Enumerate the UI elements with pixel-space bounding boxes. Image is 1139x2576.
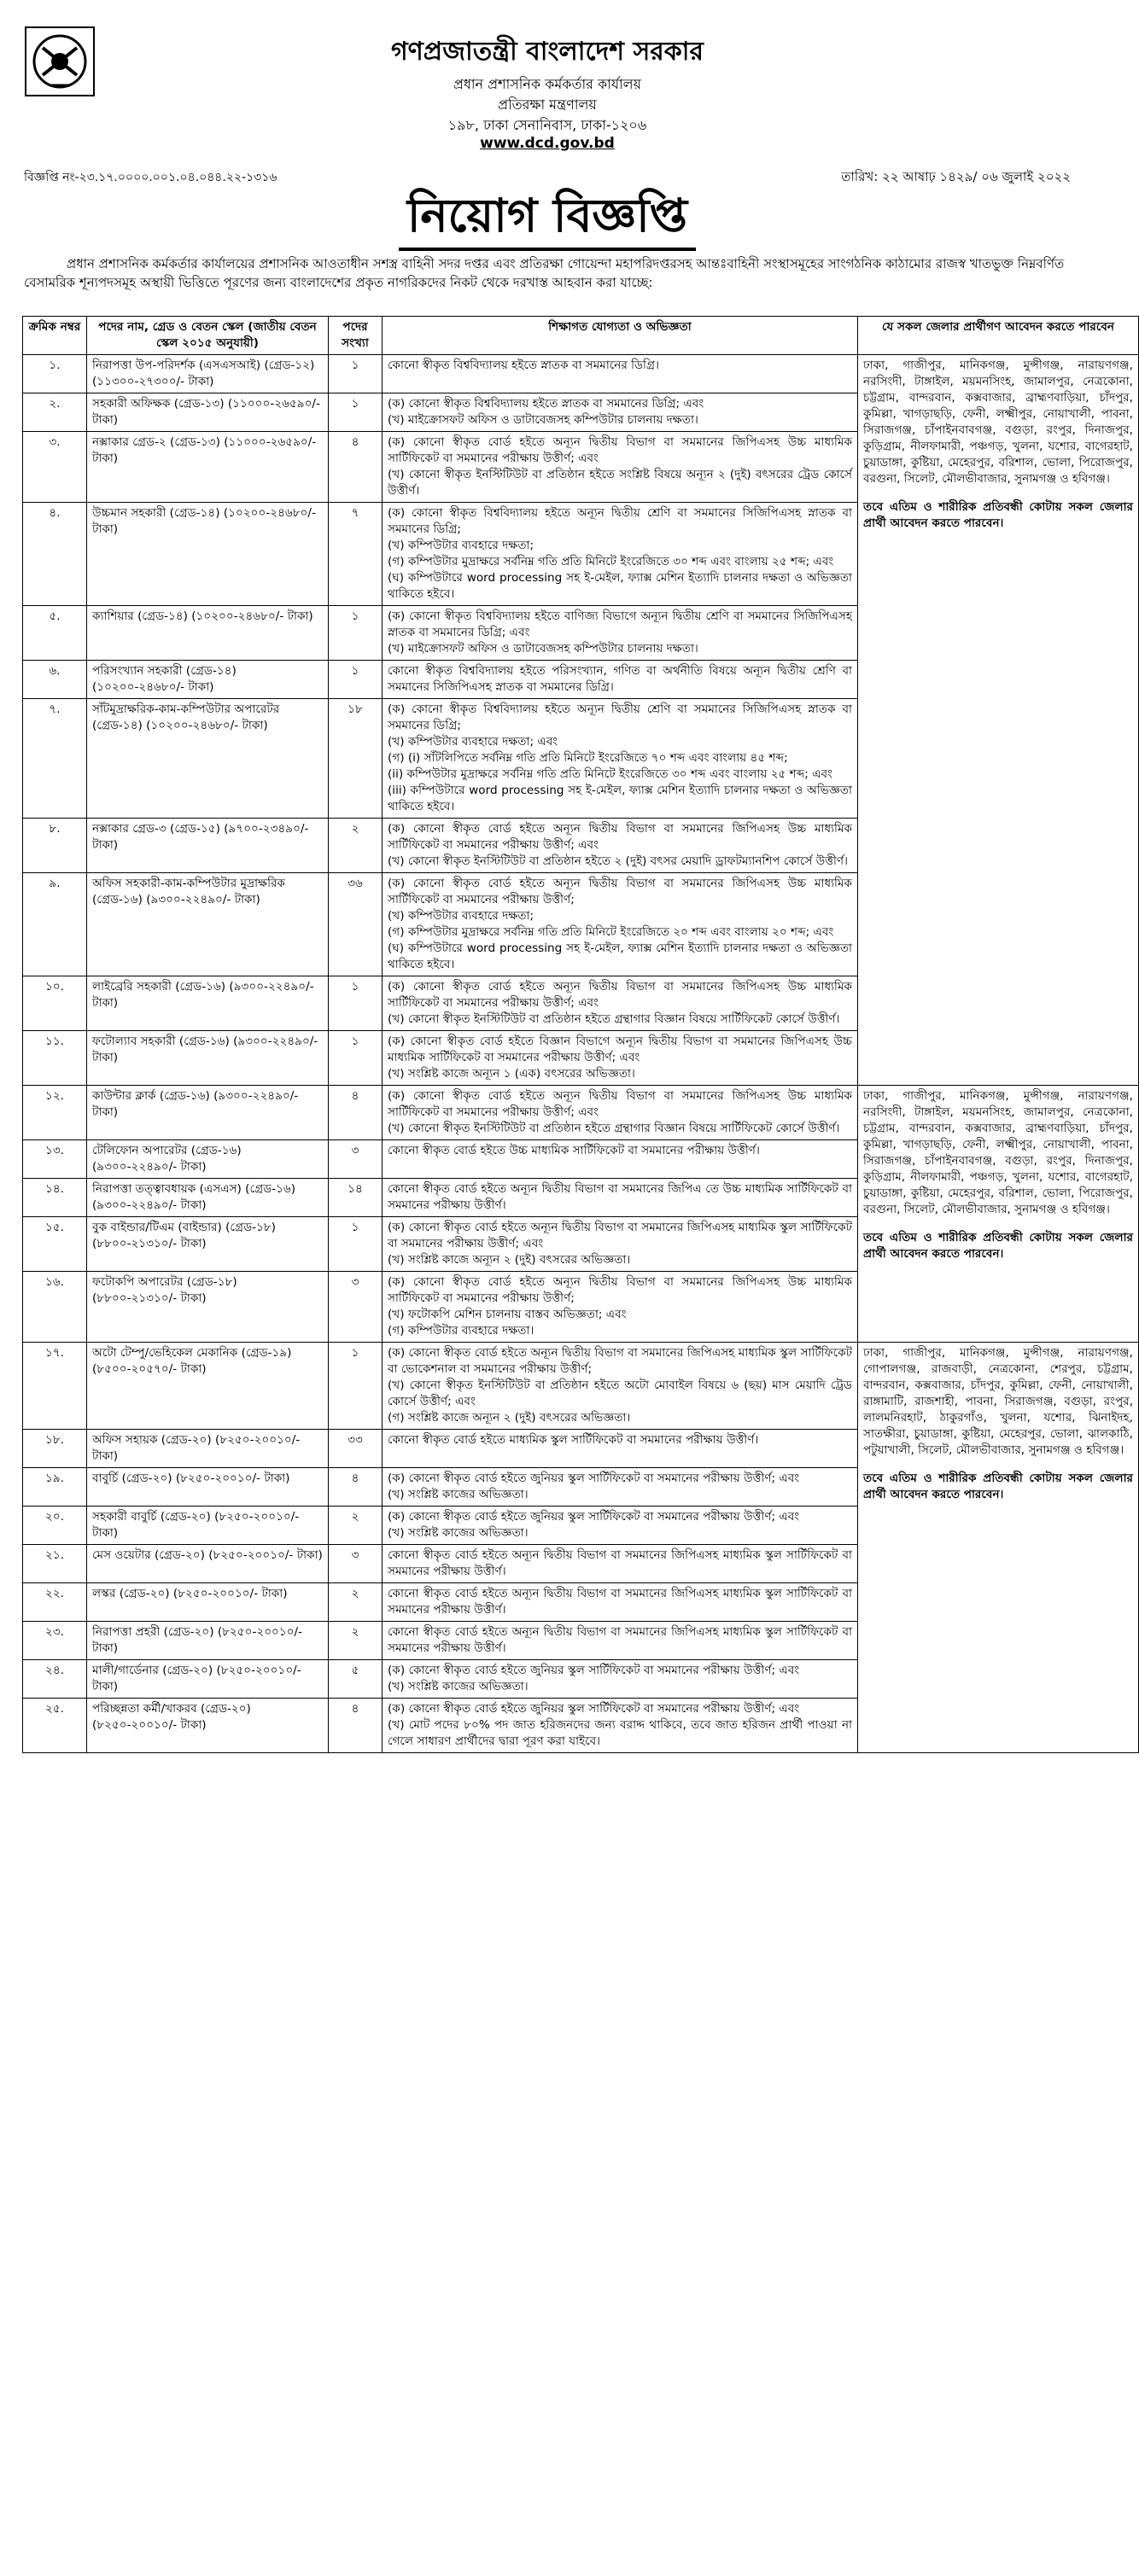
serial-cell: ১. bbox=[23, 355, 87, 393]
post-cell: ক্যাশিয়ার (গ্রেড-১৪) (১০২০০-২৪৬৮০/- টাকা) bbox=[87, 606, 329, 661]
header-districts: যে সকল জেলার প্রার্থীগণ আবেদন করতে পারবেন bbox=[858, 317, 1139, 355]
qualification-item: (ক) কোনো স্বীকৃত বোর্ড হইতে জুনিয়র স্কুল সার্টিফিকেট বা সমমানের পরীক্ষায় উত্তীর্ণ; এবং bbox=[388, 1702, 800, 1716]
qualification-item: (খ) সংশ্লিষ্ট কাজে অন্যূন ১ (এক) বৎসরের অভিজ্ঞতা। bbox=[388, 1067, 635, 1081]
post-count-cell: ৩ bbox=[329, 1272, 383, 1343]
qualification-cell bbox=[383, 1430, 858, 1468]
serial-cell: ২১. bbox=[23, 1545, 87, 1583]
qualification-item: কোনো স্বীকৃত বোর্ড হইতে অন্যূন দ্বিতীয় বিভাগ বা সমমানের জিপিএসহ মাধ্যমিক স্কুল সার্টিফিকেট বা সমমানের পরীক্ষায় উত্তীর্ণ। bbox=[388, 1625, 852, 1655]
qualification-item: (খ) কম্পিউটার ব্যবহারে দক্ষতা; এবং bbox=[388, 735, 558, 749]
qualification-item: (ক) কোনো স্বীকৃত বোর্ড হইতে অন্যূন দ্বিতীয় বিভাগ বা সমমানের জিপিএসহ উচ্চ মাধ্যমিক সার্টিফিকেট বা সমমানের পরীক্ষায় উত্তীর্ণ; এবং bbox=[388, 1089, 852, 1119]
notice-header bbox=[0, 0, 1095, 213]
serial-cell: ২৪. bbox=[23, 1660, 87, 1699]
post-count-cell: ১৮ bbox=[329, 699, 383, 819]
serial-cell: ৬. bbox=[23, 661, 87, 699]
qualification-item: (ক) কোনো স্বীকৃত বিশ্ববিদ্যালয় হইতে অন্যূন দ্বিতীয় শ্রেণি বা সমমানের সিজিপিএসহ স্নাতক বা সমমানের ডিগ্রি; bbox=[388, 506, 852, 536]
table-row bbox=[23, 1086, 1139, 1140]
qualification-item: কোনো স্বীকৃত বোর্ড হইতে অন্যূন দ্বিতীয় বিভাগ বা সমমানের জিপিএসহ মাধ্যমিক স্কুল সার্টিফিকেট বা সমমানের পরীক্ষায় উত্তীর্ণ। bbox=[388, 1548, 852, 1578]
qualification-cell bbox=[383, 1468, 858, 1507]
qualification-cell bbox=[383, 819, 858, 873]
post-cell: কাউন্টার ক্লার্ক (গ্রেড-১৬) (৯৩০০-২২৪৯০/- টাকা) bbox=[87, 1086, 329, 1140]
vacancy-table-wrapper bbox=[22, 316, 1133, 2566]
post-count-cell: ২ bbox=[329, 1507, 383, 1545]
qualification-cell bbox=[383, 503, 858, 606]
post-count-cell: ২ bbox=[329, 1583, 383, 1622]
qualification-item: (গ) সংশ্লিষ্ট কাজে অন্যূন ২ (দুই) বৎসরের অভিজ্ঞতা। bbox=[388, 1411, 631, 1425]
serial-cell: ৫. bbox=[23, 606, 87, 661]
qualification-item: (গ) কম্পিউটার ব্যবহারে দক্ষতা। bbox=[388, 1324, 534, 1338]
qualification-cell bbox=[383, 661, 858, 699]
qualification-item: (খ) কম্পিউটার ব্যবহারে দক্ষতা; bbox=[388, 909, 534, 923]
post-cell: নক্সাকার গ্রেড-২ (গ্রেড-১৩) (১১০০০-২৬৫৯০/- টাকা) bbox=[87, 432, 329, 503]
serial-cell: ২২. bbox=[23, 1583, 87, 1622]
qualification-item: কোনো স্বীকৃত বোর্ড হইতে উচ্চ মাধ্যমিক সার্টিফিকেট বা সমমানের পরীক্ষায় উত্তীর্ণ। bbox=[388, 1144, 760, 1157]
table-header-row bbox=[23, 317, 1139, 355]
header-serial: ক্রমিক নম্বর bbox=[23, 317, 87, 355]
qualification-item: (খ) সংশ্লিষ্ট কাজের অভিজ্ঞতা। bbox=[388, 1680, 529, 1693]
qualification-cell bbox=[383, 355, 858, 393]
qualification-item: (গ) কম্পিউটার মুদ্রাক্ষরে সর্বনিম্ন গতি প্রতি মিনিটে ইংরেজিতে ৩০ শব্দ এবং বাংলায় ২৫ শব্দ; এবং bbox=[388, 555, 834, 568]
post-cell: নিরাপত্তা তত্ত্বাবধায়ক (এসএস) (গ্রেড-১৬) (৯৩০০-২২৪৯০/- টাকা) bbox=[87, 1179, 329, 1217]
serial-cell: ১৬. bbox=[23, 1272, 87, 1343]
memo-number: বিজ্ঞপ্তি নং-২৩.১৭.০০০০.০০১.০৪.০৪৪.২২-১৩১৬ bbox=[24, 171, 277, 184]
qualification-item: (ক) কোনো স্বীকৃত বোর্ড হইতে জুনিয়র স্কুল সার্টিফিকেট বা সমমানের পরীক্ষায় উত্তীর্ণ; এবং bbox=[388, 1664, 800, 1677]
qualification-cell bbox=[383, 699, 858, 819]
qualification-item: (খ) কোনো স্বীকৃত ইনস্টিটিউট বা প্রতিষ্ঠান হইতে ২ (দুই) বৎসর মেয়াদি ড্রাফটম্যানশিপ কোর্সে উত্তীর্ণ। bbox=[388, 854, 848, 868]
quota-note: তবে এতিম ও শারীরিক প্রতিবন্ধী কোটায় সকল জেলার প্রার্থী আবেদন করতে পারবেন। bbox=[863, 500, 1133, 530]
qualification-item: (ক) কোনো স্বীকৃত বোর্ড হইতে অন্যূন দ্বিতীয় বিভাগ বা সমমানের জিপিএসহ উচ্চ মাধ্যমিক সার্টিফিকেট বা সমমানের পরীক্ষায় উত্তীর্ণ; bbox=[388, 877, 852, 906]
office-address: ১৯৮, ঢাকা সেনানিবাস, ঢাকা-১২০৬ bbox=[447, 117, 647, 133]
post-count-cell: ৭ bbox=[329, 503, 383, 606]
post-count-cell: ৪ bbox=[329, 1699, 383, 1753]
serial-cell: ১১. bbox=[23, 1031, 87, 1086]
serial-cell: ৪. bbox=[23, 503, 87, 606]
page-title bbox=[0, 183, 1095, 251]
qualification-item: কোনো স্বীকৃত বিশ্ববিদ্যালয় হইতে স্নাতক বা সমমানের ডিগ্রি। bbox=[388, 358, 659, 372]
post-count-cell: ৩৩ bbox=[329, 1430, 383, 1468]
table-body bbox=[23, 355, 1139, 1753]
serial-cell: ২৫. bbox=[23, 1699, 87, 1753]
post-cell: ফটোকপি অপারেটর (গ্রেড-১৮) (৮৮০০-২১৩১০/- টাকা) bbox=[87, 1272, 329, 1343]
qualification-item: (খ) সংশ্লিষ্ট কাজের অভিজ্ঞতা। bbox=[388, 1488, 529, 1501]
serial-cell: ২. bbox=[23, 393, 87, 432]
qualification-item: (খ) ফটোকপি মেশিন চালনায় বাস্তব অভিজ্ঞতা; এবং bbox=[388, 1308, 627, 1321]
post-cell: পরিচ্ছন্নতা কর্মী/খাকরব (গ্রেড-২০) (৮২৫০-২০০১০/- টাকা) bbox=[87, 1699, 329, 1753]
post-cell: নিরাপত্তা প্রহরী (গ্রেড-২০) (৮২৫০-২০০১০/- টাকা) bbox=[87, 1622, 329, 1660]
qualification-item: (ক) কোনো স্বীকৃত বোর্ড হইতে অন্যূন দ্বিতীয় বিভাগ বা সমমানের জিপিএসহ উচ্চ মাধ্যমিক সার্টিফিকেট বা সমমানের পরীক্ষায় উত্তীর্ণ; এবং bbox=[388, 822, 852, 852]
government-name: গণপ্রজাতন্ত্রী বাংলাদেশ সরকার bbox=[391, 37, 704, 67]
quota-note: তবে এতিম ও শারীরিক প্রতিবন্ধী কোটায় সকল জেলার প্রার্থী আবেদন করতে পারবেন। bbox=[863, 1231, 1133, 1261]
serial-cell: ১৪. bbox=[23, 1179, 87, 1217]
qualification-item: (খ) কম্পিউটার ব্যবহারে দক্ষতা; bbox=[388, 539, 534, 552]
post-cell: টেলিফোন অপারেটর (গ্রেড-১৬) (৯৩০০-২২৪৯০/- টাকা) bbox=[87, 1140, 329, 1179]
qualification-item: (ক) কোনো স্বীকৃত বোর্ড হইতে অন্যূন দ্বিতীয় বিভাগ বা সমমানের জিপিএসহ মাধ্যমিক স্কুল সার্টিফিকেট বা সমমানের পরীক্ষায় উত্তীর্ণ; এবং bbox=[388, 1221, 852, 1250]
qualification-cell bbox=[383, 1086, 858, 1140]
post-count-cell: ১ bbox=[329, 393, 383, 432]
quota-note: তবে এতিম ও শারীরিক প্রতিবন্ধী কোটায় সকল জেলার প্রার্থী আবেদন করতে পারবেন। bbox=[863, 1472, 1133, 1501]
post-count-cell: ১ bbox=[329, 355, 383, 393]
qualification-item: (ক) কোনো স্বীকৃত বিশ্ববিদ্যালয় হইতে বাণিজ্য বিভাগে অন্যূন দ্বিতীয় শ্রেণি বা সমমানের সিজিপিএসহ স্নাতক বা সমমানের ডিগ্রি; এবং bbox=[388, 609, 852, 639]
serial-cell: ১৫. bbox=[23, 1217, 87, 1272]
qualification-item: (খ) মাইক্রোসফট অফিস ও ডাটাবেজসহ কম্পিউটার চালনায় দক্ষতা। bbox=[388, 413, 698, 427]
qualification-item: (iii) কম্পিউটারে word processing সহ ই-মেইল, ফ্যাক্স মেশিন ইত্যাদি চালনার দক্ষতা ও অভিজ্ঞতা থাকিতে হইবে। bbox=[388, 784, 852, 813]
qualification-item: (ক) কোনো স্বীকৃত বিশ্ববিদ্যালয় হইতে অন্যূন দ্বিতীয় শ্রেণি বা সমমানের সিজিপিএসহ স্নাতক বা সমমানের ডিগ্রি; bbox=[388, 702, 852, 732]
qualification-item: (ক) কোনো স্বীকৃত বোর্ড হইতে জুনিয়র স্কুল সার্টিফিকেট বা সমমানের পরীক্ষায় উত্তীর্ণ; এবং bbox=[388, 1472, 800, 1485]
header-post: পদের নাম, গ্রেড ও বেতন স্কেল (জাতীয় বেতন স্কেল ২০১৫ অনুযায়ী) bbox=[87, 317, 329, 355]
qualification-item: (খ) কোনো স্বীকৃত ইনস্টিটিউট বা প্রতিষ্ঠান হইতে অটো মোবাইল বিষয়ে ৬ (ছয়) মাস মেয়াদি ট্রেড কোর্সে উত্তীর্ণ; এবং bbox=[388, 1378, 852, 1408]
post-count-cell: ৩৬ bbox=[329, 873, 383, 976]
website-link[interactable]: www.dcd.gov.bd bbox=[480, 135, 615, 152]
post-cell: নক্সাকার গ্রেড-৩ (গ্রেড-১৫) (৯৭০০-২৩৪৯০/- টাকা) bbox=[87, 819, 329, 873]
intro-paragraph: প্রধান প্রশাসনিক কর্মকর্তার কার্যালয়ের প্রশাসনিক আওতাধীন সশস্ত্র বাহিনী সদর দপ্তর এবং প্রতিরক্ষা গোয়েন্দা মহাপরিদপ্তরসহ আন্তঃবাহিনী সংস্থাসমূহের সাংগঠনিক কাঠামোর রাজস্ব খাতভুক্ত নিম্নবর্ণিত বেসামরিক শূন্যপদসমূহ অস্থায়ী ভিত্তিতে পূরণের জন্য বাংলাদেশের প্রকৃত নাগরিকদের নিকট থেকে দরখাস্ত আহবান করা যাচ্ছে: bbox=[24, 256, 1065, 290]
post-cell: সাঁটমুদ্রাক্ষরিক-কাম-কম্পিউটার অপারেটর (গ্রেড-১৪) (১০২০০-২৪৬৮০/- টাকা) bbox=[87, 699, 329, 819]
serial-cell: ২৩. bbox=[23, 1622, 87, 1660]
post-count-cell: ১ bbox=[329, 976, 383, 1031]
post-cell: বুক বাইন্ডার/টিএম (বাইন্ডার) (গ্রেড-১৮) (৮৮০০-২১৩১০/- টাকা) bbox=[87, 1217, 329, 1272]
qualification-item: (ঘ) কম্পিউটারে word processing সহ ই-মেইল, ফ্যাক্স মেশিন ইত্যাদি চালনার দক্ষতা ও অভিজ্ঞতা থাকিতে হইবে। bbox=[388, 571, 852, 601]
qualification-cell bbox=[383, 393, 858, 432]
qualification-cell bbox=[383, 873, 858, 976]
post-count-cell: ১ bbox=[329, 1217, 383, 1272]
post-count-cell: ১ bbox=[329, 661, 383, 699]
qualification-item: (গ) (i) সাঁটলিপিতে সর্বনিম্ন গতি প্রতি মিনিটে ইংরেজিতে ৭০ শব্দ এবং বাংলায় ৪৫ শব্দ; bbox=[388, 751, 788, 765]
qualification-item: (ঘ) কম্পিউটারে word processing সহ ই-মেইল, ফ্যাক্স মেশিন ইত্যাদি চালনার দক্ষতা ও অভিজ্ঞতা থাকিতে হইবে। bbox=[388, 941, 852, 971]
district-list: ঢাকা, গাজীপুর, মানিকগঞ্জ, মুন্সীগঞ্জ, নারায়ণগঞ্জ, গোপালগঞ্জ, রাজবাড়ী, নেত্রকোনা, শেরপুর, চট্টগ্রাম, বান্দরবান, কক্সবাজার, চাঁদপুর, কুমিল্লা, ফেনী, নোয়াখালী, রাঙ্গামাটি, রাজশাহী, পাবনা, সিরাজগঞ্জ, বগুড়া, রংপুর, লালমনিরহাট, ঠাকুরগাঁও, খুলনা, যশোর, ঝিনাইদহ, সাতক্ষীরা, চুয়াডাঙ্গা, কুষ্টিয়া, মেহেরপুর, ভোলা, ঝালকাঠি, পটুয়াখালী, সিলেট, মৌলভীবাজার, সুনামগঞ্জ ও হবিগঞ্জ। bbox=[863, 1346, 1133, 1457]
serial-cell: ৯. bbox=[23, 873, 87, 976]
qualification-item: (খ) কোনো স্বীকৃত ইনস্টিটিউট বা প্রতিষ্ঠান হইতে গ্রন্থাগার বিজ্ঞান বিষয়ে সার্টিফিকেট কোর্সে উত্তীর্ণ। bbox=[388, 1122, 840, 1135]
qualification-item: কোনো স্বীকৃত বোর্ড হইতে অন্যূন দ্বিতীয় বিভাগ বা সমমানের জিপিএ তে উচ্চ মাধ্যমিক সার্টিফিকেট বা সমমানের পরীক্ষায় উত্তীর্ণ। bbox=[388, 1182, 852, 1212]
post-count-cell: ৩ bbox=[329, 1545, 383, 1583]
district-list: ঢাকা, গাজীপুর, মানিকগঞ্জ, মুন্সীগঞ্জ, নারায়ণগঞ্জ, নরসিংদী, টাঙ্গাইল, ময়মনসিংহ, জামালপুর, নেত্রকোনা, চট্টগ্রাম, বান্দরবান, কক্সবাজার, ব্রাহ্মণবাড়িয়া, চাঁদপুর, কুমিল্লা, খাগড়াছড়ি, ফেনী, লক্ষ্মীপুর, নোয়াখালী, পাবনা, সিরাজগঞ্জ, চাঁপাইনবাবগঞ্জ, বগুড়া, রংপুর, দিনাজপুর, কুড়িগ্রাম, নীলফামারী, পঞ্চগড়, খুলনা, যশোর, বাগেরহাট, চুয়াডাঙ্গা, কুষ্টিয়া, মেহেরপুর, বরিশাল, ভোলা, পিরোজপুর, বরগুনা, সিলেট, মৌলভীবাজার, সুনামগঞ্জ ও হবিগঞ্জ। bbox=[863, 358, 1133, 486]
serial-cell: ১৩. bbox=[23, 1140, 87, 1179]
qualification-item: (খ) সংশ্লিষ্ট কাজে অন্যূন ২ (দুই) বৎসরের অভিজ্ঞতা। bbox=[388, 1253, 631, 1267]
qualification-item: (খ) সংশ্লিষ্ট কাজের অভিজ্ঞতা। bbox=[388, 1526, 529, 1540]
qualification-item: (ক) কোনো স্বীকৃত বোর্ড হইতে অন্যূন দ্বিতীয় বিভাগ বা সমমানের জিপিএসহ উচ্চ মাধ্যমিক সার্টিফিকেট বা সমমানের পরীক্ষায় উত্তীর্ণ; এবং bbox=[388, 980, 852, 1010]
table-row bbox=[23, 1343, 1139, 1430]
qualification-item: কোনো স্বীকৃত বিশ্ববিদ্যালয় হইতে পরিসংখ্যান, গণিত বা অর্থনীতি বিষয়ে অন্যূন দ্বিতীয় শ্রেণি বা সমমানের সিজিপিএসহ স্নাতক বা সমমানের ডিগ্রি। bbox=[388, 664, 852, 694]
post-cell: অটো টেম্পু/ভেহিকেল মেকানিক (গ্রেড-১৯) (৮৫০০-২০৫৭০/- টাকা) bbox=[87, 1343, 329, 1430]
post-cell: মেস ওয়েটার (গ্রেড-২০) (৮২৫০-২০০১০/- টাকা) bbox=[87, 1545, 329, 1583]
post-cell: নিরাপত্তা উপ-পরিদর্শক (এসএসআই) (গ্রেড-১২) (১১৩০০-২৭৩০০/- টাকা) bbox=[87, 355, 329, 393]
qualification-item: (খ) কোনো স্বীকৃত ইনস্টিটিউট বা প্রতিষ্ঠান হইতে সংশ্লিষ্ট বিষয়ে অন্যূন ২ (দুই) বৎসরের ট্রেড কোর্সে উত্তীর্ণ। bbox=[388, 468, 852, 498]
post-cell: উচ্চমান সহকারী (গ্রেড-১৪) (১০২০০-২৪৬৮০/- টাকা) bbox=[87, 503, 329, 606]
serial-cell: ৭. bbox=[23, 699, 87, 819]
serial-cell: ১৭. bbox=[23, 1343, 87, 1430]
ministry-name: প্রতিরক্ষা মন্ত্রণালয় bbox=[498, 96, 597, 113]
office-name: প্রধান প্রশাসনিক কর্মকর্তার কার্যালয় bbox=[453, 76, 642, 92]
post-cell: সহকারী বাবুর্চি (গ্রেড-২০) (৮২৫০-২০০১০/- টাকা) bbox=[87, 1507, 329, 1545]
qualification-item: (ক) কোনো স্বীকৃত বোর্ড হইতে বিজ্ঞান বিভাগে অন্যূন দ্বিতীয় বিভাগ বা সমমানের জিপিএসহ উচ্চ মাধ্যমিক সার্টিফিকেট বা সমমানের পরীক্ষায় উত্তীর্ণ; এবং bbox=[388, 1034, 852, 1064]
post-count-cell: ২ bbox=[329, 819, 383, 873]
post-cell: ফটোল্যাব সহকারী (গ্রেড-১৬) (৯৩০০-২২৪৯০/- টাকা) bbox=[87, 1031, 329, 1086]
post-cell: পরিসংখ্যান সহকারী (গ্রেড-১৪) (১০২০০-২৪৬৮০/- টাকা) bbox=[87, 661, 329, 699]
qualification-cell bbox=[383, 976, 858, 1031]
qualification-item: (ক) কোনো স্বীকৃত বোর্ড হইতে অন্যূন দ্বিতীয় বিভাগ বা সমমানের জিপিএসহ উচ্চ মাধ্যমিক সার্টিফিকেট বা সমমানের পরীক্ষায় উত্তীর্ণ; bbox=[388, 1275, 852, 1305]
qualification-item: কোনো স্বীকৃত বোর্ড হইতে অন্যূন দ্বিতীয় বিভাগ বা সমমানের জিপিএসহ মাধ্যমিক স্কুল সার্টিফিকেট বা সমমানের পরীক্ষায় উত্তীর্ণ। bbox=[388, 1587, 852, 1617]
qualification-cell bbox=[383, 1217, 858, 1272]
qualification-cell bbox=[383, 1622, 858, 1660]
post-cell: সহকারী অফিক্ষক (গ্রেড-১৩) (১১০০০-২৬৫৯০/- টাকা) bbox=[87, 393, 329, 432]
qualification-cell bbox=[383, 1660, 858, 1699]
post-cell: লস্কর (গ্রেড-২০) (৮২৫০-২০০১০/- টাকা) bbox=[87, 1583, 329, 1622]
post-cell: লাইব্রেরি সহকারী (গ্রেড-১৬) (৯৩০০-২২৪৯০/- টাকা) bbox=[87, 976, 329, 1031]
qualification-item: (খ) মাইক্রোসফট অফিস ও ডাটাবেজসহ কম্পিউটার চালনায় দক্ষতা। bbox=[388, 642, 698, 656]
post-count-cell: ১৪ bbox=[329, 1179, 383, 1217]
qualification-cell bbox=[383, 606, 858, 661]
qualification-cell bbox=[383, 1699, 858, 1753]
serial-cell: ৮. bbox=[23, 819, 87, 873]
qualification-item: (গ) কম্পিউটার মুদ্রাক্ষরে সর্বনিম্ন গতি প্রতি মিনিটে ইংরেজিতে ২০ শব্দ এবং বাংলায় ২০ শব্দ; এবং bbox=[388, 925, 834, 939]
qualification-cell bbox=[383, 1140, 858, 1179]
qualification-item: (ক) কোনো স্বীকৃত বোর্ড হইতে অন্যূন দ্বিতীয় বিভাগ বা সমমানের জিপিএসহ উচ্চ মাধ্যমিক সার্টিফিকেট বা সমমানের পরীক্ষায় উত্তীর্ণ; এবং bbox=[388, 435, 852, 465]
table-row bbox=[23, 355, 1139, 393]
qualification-item: (ক) কোনো স্বীকৃত বিশ্ববিদ্যালয় হইতে স্নাতক বা সমমানের ডিগ্রি; এবং bbox=[388, 397, 704, 411]
post-cell: অফিস সহকারী-কাম-কম্পিউটার মুদ্রাক্ষরিক (গ্রেড-১৬) (৯৩০০-২২৪৯০/- টাকা) bbox=[87, 873, 329, 976]
post-cell: অফিস সহায়ক (গ্রেড-২০) (৮২৫০-২০০১০/- টাকা) bbox=[87, 1430, 329, 1468]
serial-cell: ২০. bbox=[23, 1507, 87, 1545]
post-count-cell: ৫ bbox=[329, 1660, 383, 1699]
serial-cell: ১২. bbox=[23, 1086, 87, 1140]
district-list: ঢাকা, গাজীপুর, মানিকগঞ্জ, মুন্সীগঞ্জ, নারায়ণগঞ্জ, নরসিংদী, টাঙ্গাইল, ময়মনসিংহ, জামালপুর, নেত্রকোনা, চট্টগ্রাম, বান্দরবান, কক্সবাজার, ব্রাহ্মণবাড়িয়া, চাঁদপুর, কুমিল্লা, খাগড়াছড়ি, ফেনী, লক্ষ্মীপুর, নোয়াখালী, পাবনা, সিরাজগঞ্জ, চাঁপাইনবাবগঞ্জ, বগুড়া, রংপুর, দিনাজপুর, কুড়িগ্রাম, নীলফামারী, পঞ্চগড়, খুলনা, যশোর, বাগেরহাট, চুয়াডাঙ্গা, কুষ্টিয়া, মেহেরপুর, বরিশাল, ভোলা, পিরোজপুর, বরগুনা, সিলেট, মৌলভীবাজার, সুনামগঞ্জ ও হবিগঞ্জ। bbox=[863, 1089, 1133, 1216]
post-count-cell: ৪ bbox=[329, 1468, 383, 1507]
serial-cell: ৩. bbox=[23, 432, 87, 503]
page-title-text: নিয়োগ বিজ্ঞপ্তি bbox=[399, 183, 696, 251]
qualification-item: কোনো স্বীকৃত বোর্ড হইতে মাধ্যমিক স্কুল সার্টিফিকেট বা সমমানের পরীক্ষায় উত্তীর্ণ। bbox=[388, 1433, 759, 1447]
serial-cell: ১০. bbox=[23, 976, 87, 1031]
eligible-districts-cell bbox=[858, 1086, 1139, 1343]
post-count-cell: ৪ bbox=[329, 432, 383, 503]
serial-cell: ১৯. bbox=[23, 1468, 87, 1507]
vacancy-table bbox=[22, 316, 1139, 1753]
header-count: পদের সংখ্যা bbox=[329, 317, 383, 355]
post-cell: মালী/গার্ডেনার (গ্রেড-২০) (৮২৫০-২০০১০/- টাকা) bbox=[87, 1660, 329, 1699]
qualification-cell bbox=[383, 1272, 858, 1343]
post-cell: বাবুর্চি (গ্রেড-২০) (৮২৫০-২০০১০/- টাকা) bbox=[87, 1468, 329, 1507]
post-count-cell: ১ bbox=[329, 606, 383, 661]
post-count-cell: ২ bbox=[329, 1622, 383, 1660]
post-count-cell: ১ bbox=[329, 1031, 383, 1086]
post-count-cell: ৪ bbox=[329, 1086, 383, 1140]
qualification-cell bbox=[383, 1545, 858, 1583]
header-qualification: শিক্ষাগত যোগ্যতা ও অভিজ্ঞতা bbox=[383, 317, 858, 355]
qualification-cell bbox=[383, 1507, 858, 1545]
qualification-item: (ক) কোনো স্বীকৃত বোর্ড হইতে অন্যূন দ্বিতীয় বিভাগ বা সমমানের জিপিএসহ মাধ্যমিক স্কুল সার্টিফিকেট বা ভোকেশনাল বা সমমানের পরীক্ষায় উত্তীর্ণ; bbox=[388, 1346, 852, 1376]
post-count-cell: ৩ bbox=[329, 1140, 383, 1179]
post-count-cell: ১ bbox=[329, 1343, 383, 1430]
qualification-cell bbox=[383, 1031, 858, 1086]
eligible-districts-cell bbox=[858, 355, 1139, 1086]
eligible-districts-cell bbox=[858, 1343, 1139, 1753]
serial-cell: ১৮. bbox=[23, 1430, 87, 1468]
qualification-item: (খ) কোনো স্বীকৃত ইনস্টিটিউট বা প্রতিষ্ঠান হইতে গ্রন্থাগার বিজ্ঞান বিষয়ে সার্টিফিকেট কোর্সে উত্তীর্ণ। bbox=[388, 1012, 840, 1026]
qualification-cell bbox=[383, 1343, 858, 1430]
qualification-cell bbox=[383, 432, 858, 503]
qualification-item: (ii) কম্পিউটার মুদ্রাক্ষরে সর্বনিম্ন গতি প্রতি মিনিটে ইংরেজিতে ৩০ শব্দ এবং বাংলায় ২৫ শব্দ; এবং bbox=[388, 767, 832, 781]
notice-date: তারিখ: ২২ আষাঢ় ১৪২৯/ ০৬ জুলাই ২০২২ bbox=[841, 169, 1071, 184]
qualification-item: (ক) কোনো স্বীকৃত বোর্ড হইতে জুনিয়র স্কুল সার্টিফিকেট বা সমমানের পরীক্ষায় উত্তীর্ণ; এবং bbox=[388, 1510, 800, 1524]
qualification-cell bbox=[383, 1179, 858, 1217]
qualification-item: (খ) মোট পদের ৮০% পদ জাত হরিজনদের জন্য বরাদ্দ থাকিবে, তবে জাত হরিজন প্রার্থী পাওয়া না গেলে সাধারণ প্রার্থীদের দ্বারা পূরণ করা যাইবে। bbox=[388, 1718, 852, 1748]
qualification-cell bbox=[383, 1583, 858, 1622]
